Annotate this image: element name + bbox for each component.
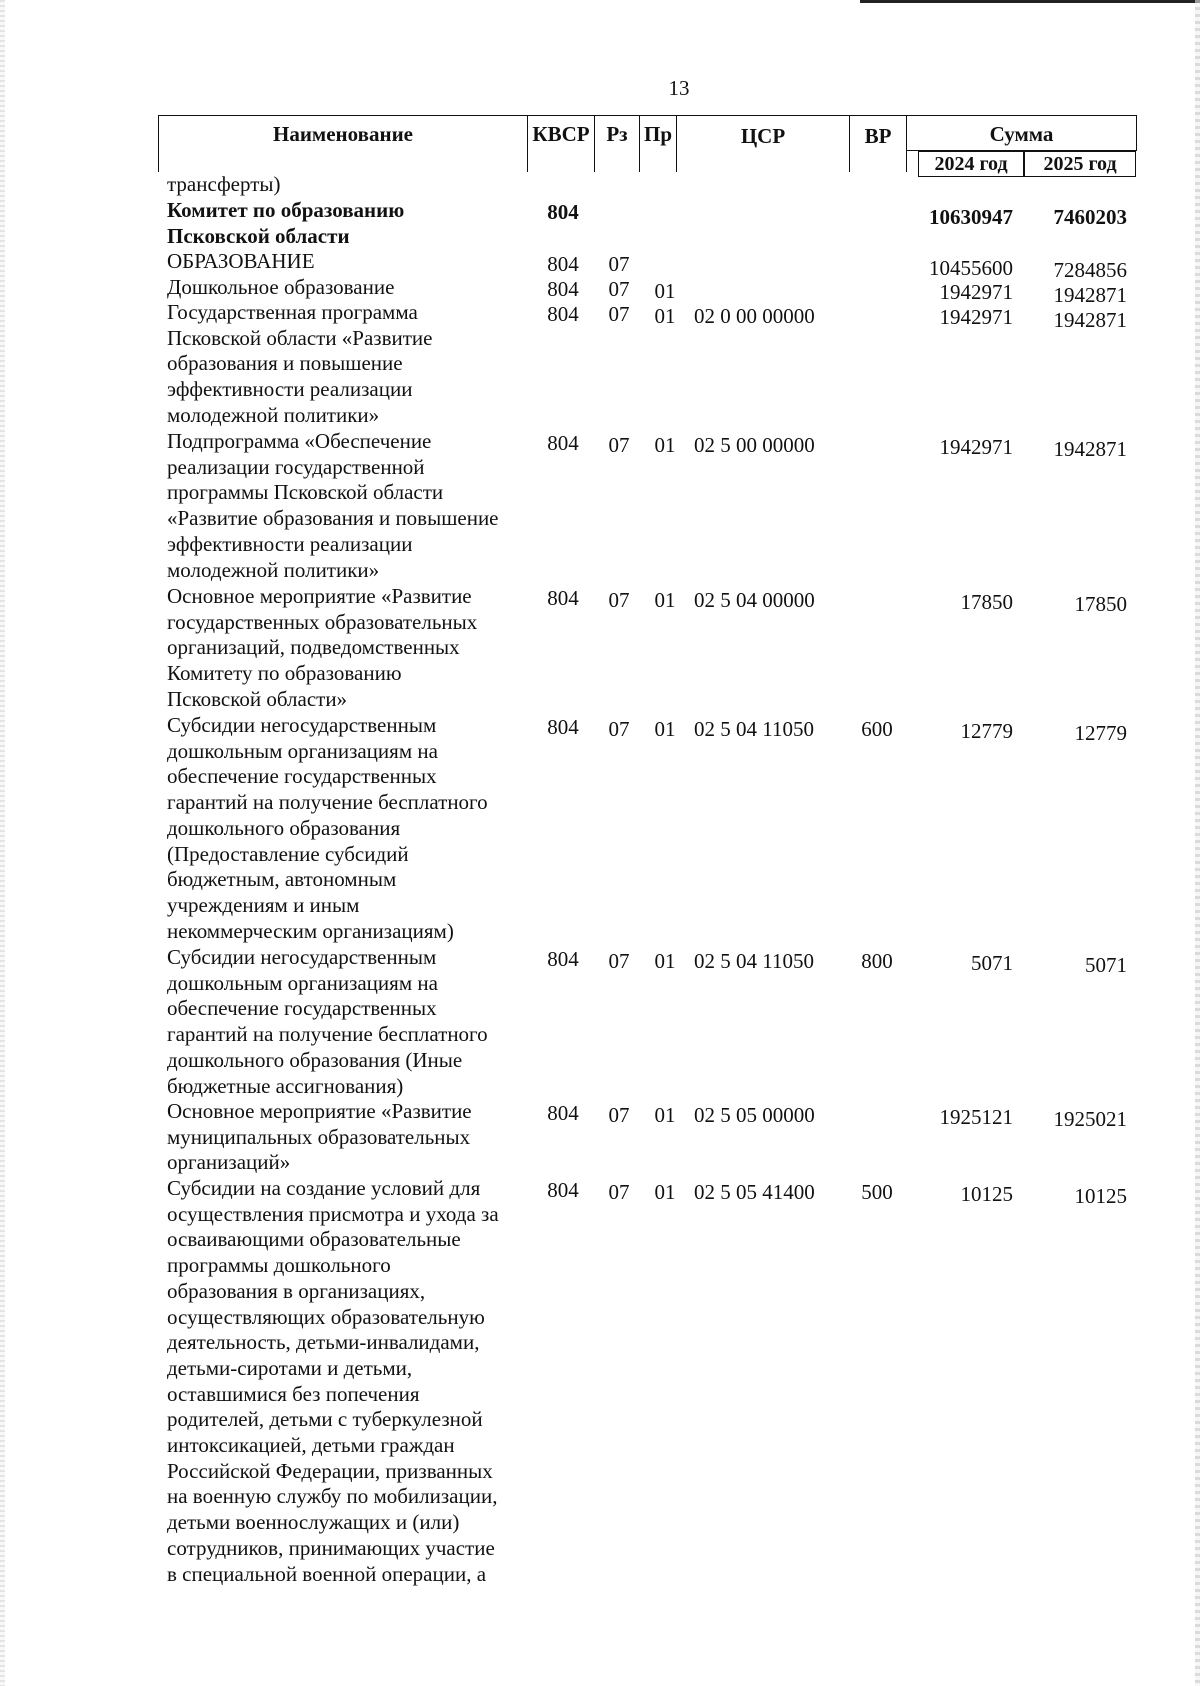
row-name: Субсидии негосударственным дошкольным организациям на обеспечение государственных гарантий на получение бесплатного дошкольного образования (Предоставление субсидий бюджетным, автономным учреждениям и иным некоммерческим организациям): [167, 713, 488, 943]
row-sum-2024: 10630947: [929, 205, 1013, 229]
row-pr: 01: [654, 949, 676, 973]
row-kvsr: 804: [547, 302, 579, 326]
row-sum-2024: 10125: [960, 1182, 1013, 1206]
row-name: трансферты): [167, 172, 281, 196]
row-sum-2024: 12779: [960, 719, 1013, 743]
row-csr: 02 0 00 00000: [694, 304, 815, 328]
header-vr-label: ВР: [864, 124, 892, 148]
row-name: Субсидии на создание условий для осуществления присмотра и ухода за осваивающими образовательные программы дошкольного образования в организациях, осуществляющих образовательную деятельность, детьми-инвалидами, детьми-сиротами и детьми, оставшимися без попечения родителей, детьми с туберкулезной интоксикацией, детьми граждан Российской Федерации, призванных на военную службу по мобилизации, детьми военнослужащих и (или) сотрудников, принимающих участие в специальной военной операции, а: [167, 1176, 499, 1586]
row-pr: 01: [654, 433, 676, 457]
row-name: Субсидии негосударственным дошкольным организациям на обеспечение государственных гарантий на получение бесплатного дошкольного образования (Иные бюджетные ассигнования): [167, 945, 488, 1098]
row-csr: 02 5 05 00000: [694, 1103, 815, 1127]
row-sum-2024: 10455600: [929, 256, 1013, 280]
row-rz: 07: [608, 252, 630, 276]
row-sum-2025: 1942871: [1053, 437, 1127, 461]
row-kvsr: 804: [547, 586, 579, 610]
row-sum-2024: 5071: [971, 951, 1013, 975]
header-year-2024: 2024 год: [918, 151, 1024, 177]
row-rz: 07: [608, 302, 630, 326]
page-number: 13: [668, 76, 690, 100]
row-name: ОБРАЗОВАНИЕ: [167, 249, 315, 273]
row-vr: 800: [861, 949, 893, 973]
row-sum-2025: 1925021: [1053, 1107, 1127, 1131]
row-rz: 07: [608, 1180, 630, 1204]
row-sum-2025: 1942871: [1053, 283, 1127, 307]
row-kvsr: 804: [547, 252, 579, 276]
row-sum-2025: 7460203: [1053, 205, 1127, 229]
header-pr-label: Пр: [643, 122, 672, 146]
row-vr: 500: [861, 1180, 893, 1204]
row-rz: 07: [608, 433, 630, 457]
row-sum-2024: 1942971: [939, 280, 1013, 304]
row-pr: 01: [654, 304, 676, 328]
row-sum-2025: 5071: [1085, 953, 1127, 977]
row-sum-2025: 12779: [1074, 721, 1127, 745]
row-kvsr: 804: [547, 1101, 579, 1125]
row-csr: 02 5 04 00000: [694, 588, 815, 612]
row-pr: 01: [654, 1103, 676, 1127]
row-csr: 02 5 04 11050: [694, 717, 814, 741]
header-kvsr-label: КВСР: [532, 122, 590, 146]
row-sum-2024: 17850: [960, 590, 1013, 614]
row-kvsr: 804: [547, 431, 579, 455]
header-rz-label: Рз: [606, 122, 628, 146]
row-kvsr: 804: [547, 1178, 579, 1202]
row-csr: 02 5 04 11050: [694, 949, 814, 973]
row-name: Основное мероприятие «Развитие муниципальных образовательных организаций»: [167, 1099, 472, 1175]
row-kvsr: 804: [547, 947, 579, 971]
row-sum-2025: 10125: [1074, 1184, 1127, 1208]
row-name: Подпрограмма «Обеспечение реализации государственной программы Псковской области «Развитие образования и повышение эффективности реализации молодежной политики»: [167, 429, 499, 582]
row-name: Основное мероприятие «Развитие государственных образовательных организаций, подведомственных Комитету по образованию Псковской области»: [167, 584, 478, 711]
row-sum-2024: 1942971: [939, 305, 1013, 329]
row-kvsr: 804: [547, 715, 579, 739]
row-sum-2024: 1942971: [939, 435, 1013, 459]
row-rz: 07: [608, 717, 630, 741]
row-pr: 01: [654, 279, 676, 303]
row-name: Комитет по образованию Псковской области: [167, 198, 405, 248]
row-sum-2025: 1942871: [1053, 308, 1127, 332]
header-csr-label: ЦСР: [740, 124, 786, 148]
row-name: Государственная программа Псковской области «Развитие образования и повышение эффективности реализации молодежной политики»: [167, 300, 433, 427]
row-rz: 07: [608, 588, 630, 612]
row-kvsr: 804: [547, 277, 579, 301]
row-sum-2025: 17850: [1074, 592, 1127, 616]
row-vr: 600: [861, 717, 893, 741]
row-rz: 07: [608, 949, 630, 973]
row-sum-2024: 1925121: [939, 1105, 1013, 1129]
row-sum-2025: 7284856: [1053, 258, 1127, 282]
row-pr: 01: [654, 1180, 676, 1204]
header-year-2025: 2025 год: [1024, 151, 1136, 177]
row-kvsr: 804: [547, 200, 579, 224]
row-name: Дошкольное образование: [167, 275, 395, 299]
row-pr: 01: [654, 588, 676, 612]
row-rz: 07: [608, 277, 630, 301]
header-name-label: Наименование: [273, 122, 413, 146]
header-sum-label: Сумма: [989, 122, 1054, 146]
row-csr: 02 5 05 41400: [694, 1180, 815, 1204]
row-pr: 01: [654, 717, 676, 741]
row-rz: 07: [608, 1103, 630, 1127]
row-csr: 02 5 00 00000: [694, 433, 815, 457]
